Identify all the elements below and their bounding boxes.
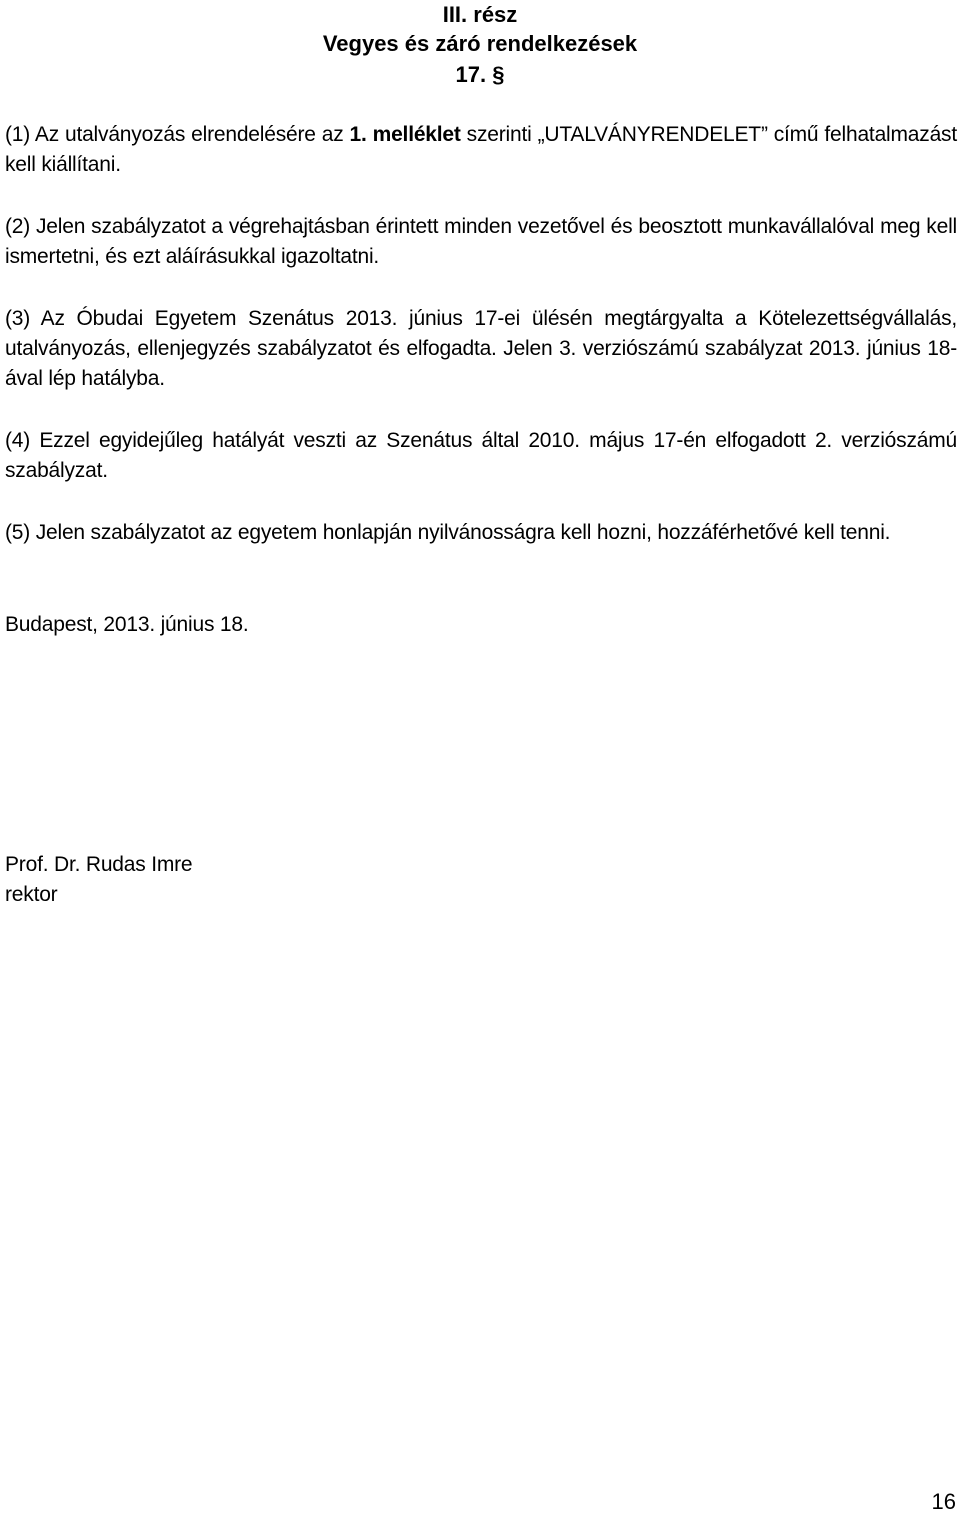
- paragraph-3: (3) Az Óbudai Egyetem Szenátus 2013. június 17-ei ülésén megtárgyalta a Kötelezettségvállalás, utalványozás, ellenjegyzés szabályzatot és elfogadta. Jelen 3. verziószámú szabályzat 2013. június 18-ával lép hatályba.: [5, 307, 957, 390]
- paragraph-1-text-start: (1) Az utalványozás elrendelésére az: [5, 123, 350, 146]
- place-date: Budapest, 2013. június 18.: [5, 613, 249, 636]
- part-heading: III. rész: [442, 2, 518, 27]
- signatory-name: Prof. Dr. Rudas Imre: [5, 853, 193, 876]
- page-number: 16: [931, 1489, 956, 1514]
- paragraph-2: (2) Jelen szabályzatot a végrehajtásban érintett minden vezetővel és beosztott munkavállalóval meg kell ismertetni, és ezt aláírásukkal igazoltatni.: [5, 215, 957, 268]
- paragraph-1: [5, 120, 957, 180]
- signatory-role: rektor: [5, 883, 58, 906]
- annex-reference: 1. melléklet: [349, 123, 461, 146]
- section-number: 17. §: [455, 62, 505, 87]
- paragraph-1-text-end: szerinti „UTALVÁNYRENDELET” című felhatalmazást kell kiállítani.: [5, 123, 957, 176]
- part-title: Vegyes és záró rendelkezések: [322, 31, 638, 56]
- paragraph-5: (5) Jelen szabályzatot az egyetem honlapján nyilvánosságra kell hozni, hozzáférhetővé kell tenni.: [5, 521, 891, 544]
- paragraph-4: (4) Ezzel egyidejűleg hatályát veszti az Szenátus által 2010. május 17-én elfogadott 2. verziószámú szabályzat.: [5, 429, 957, 482]
